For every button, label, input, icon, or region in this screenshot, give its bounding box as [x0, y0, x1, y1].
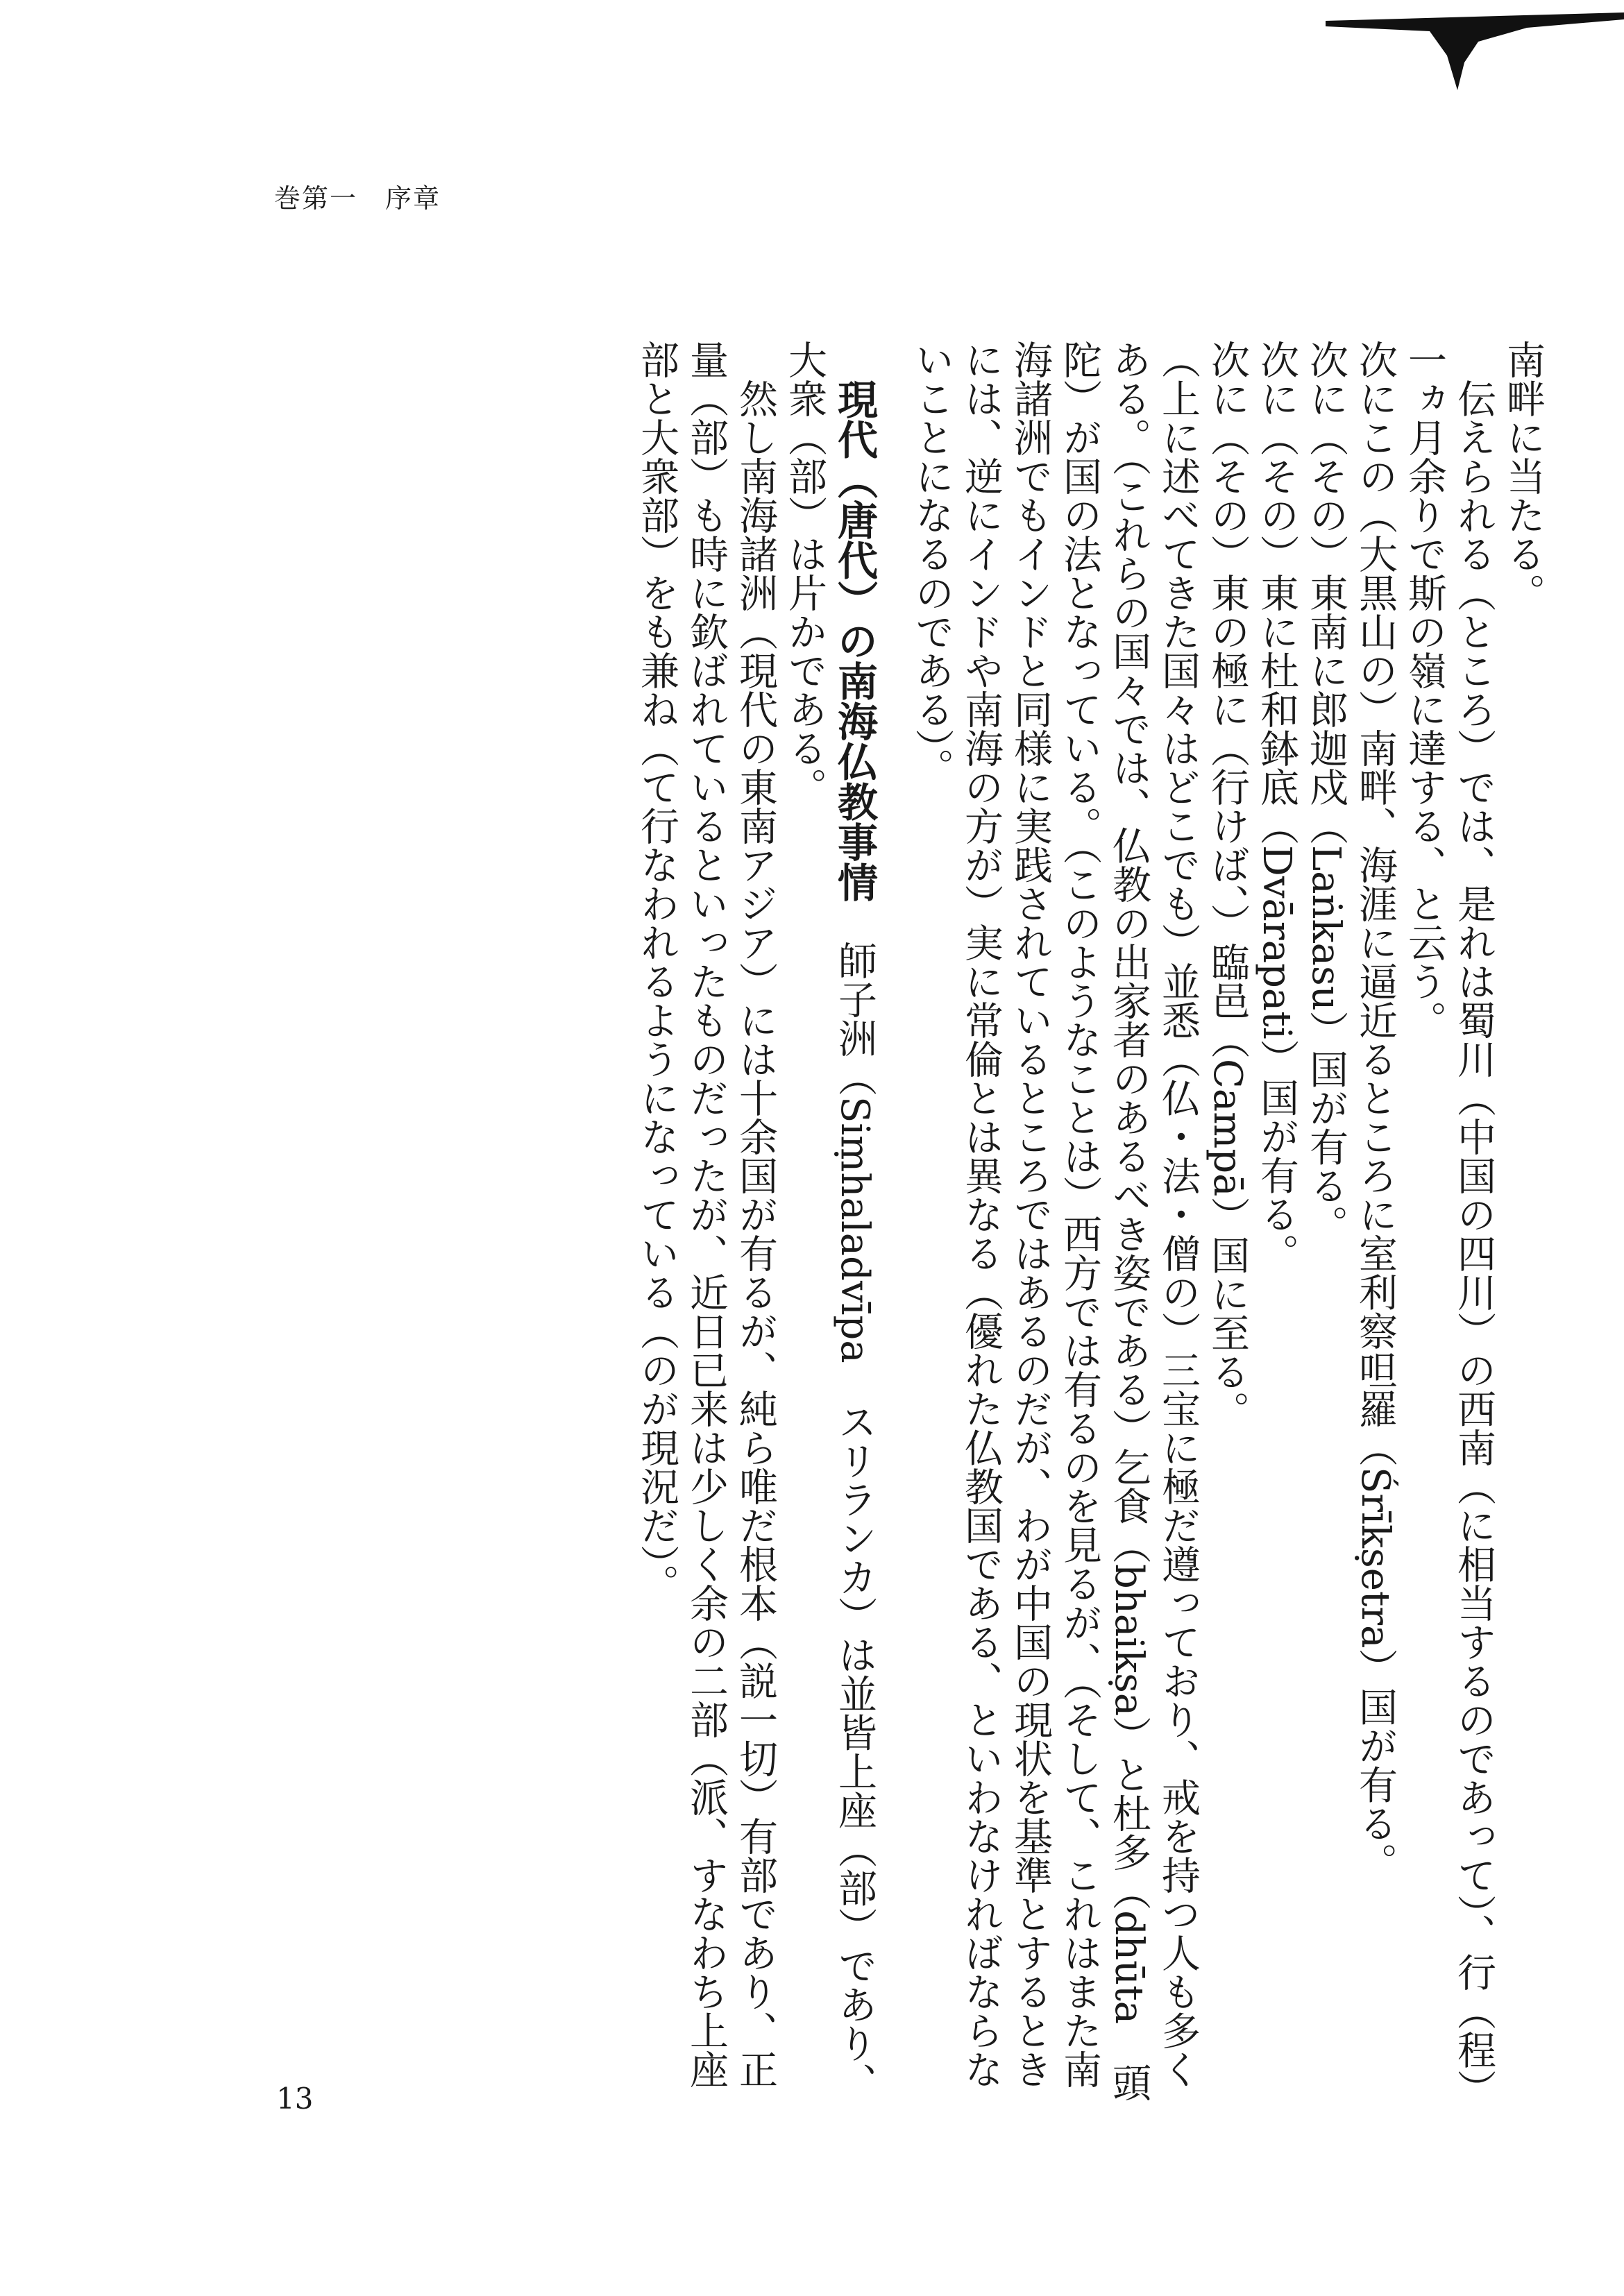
paragraph: 伝えられる（ところ）では、是れは蜀川（中国の四川）の西南（に相当するのであって）、行（程）一ヵ月余りで斯の嶺に達する、と云う。 — [1402, 340, 1496, 2108]
paragraph: 次に（その）東の極に（行けば、）臨邑（Campā）国に至る。 — [1205, 340, 1250, 1430]
column-gap — [879, 340, 907, 2116]
section-paragraph — [780, 340, 879, 2116]
section-heading: 現代（唐代）の南海仏教事情 — [831, 379, 878, 902]
paragraph: 次に（その）東南に郎迦戍（Laṅkasu）国が有る。 — [1303, 340, 1348, 1244]
paragraph: 次にこの（大黒山の）南畔、海涯に逼近るところに室利察呾羅（Śrīkṣetra）国が有る。 — [1353, 340, 1398, 1882]
paragraph-text: 師子洲（Siṃhaladvīpa スリランカ）は並皆上座（部）であり、大衆（部）は片かである。 — [782, 340, 877, 2102]
vertical-body-text — [416, 340, 1548, 2116]
paragraph: 然し南海諸洲（現代の東南アジア）には十余国が有るが、純ら唯だ根本（説一切）有部であり、正量（部）も時に欽ばれているといったものだったが、近日已来は少しく余の二部（派、すなわち上座部と大衆部）をも兼ね（て行なわれるようになっている（のが現況だ）。 — [634, 340, 778, 2089]
paragraph: （上に述べてきた国々はどこでも）並悉（仏・法・僧の）三宝に極だ遵っており、戒を持つ人も多くある。（これらの国々では、仏教の出家者のあるべき姿である）乞食（bhaikṣa）と杜多（dhūta 頭陀）が国の法となっている。（このようなことは）西方では有るのを見るが、（そして、これはまた南海諸洲でもインドと同様に実践されているところではあるのだが、わが中国の現状を基準とするときには、逆にインドや南海の方が）実に常倫とは異なる（優れた仏教国である、といわなければならないことになるのである）。 — [909, 340, 1201, 2102]
page-number: 13 — [276, 2082, 314, 2116]
running-header: 巻第一 序章 — [274, 183, 441, 214]
page-corner-scan-mark — [1319, 0, 1624, 97]
paragraph: 南畔に当たる。 — [1500, 340, 1546, 612]
paragraph: 次に（その）東に杜和鉢底（Dvārapati）国が有る。 — [1254, 340, 1299, 1273]
